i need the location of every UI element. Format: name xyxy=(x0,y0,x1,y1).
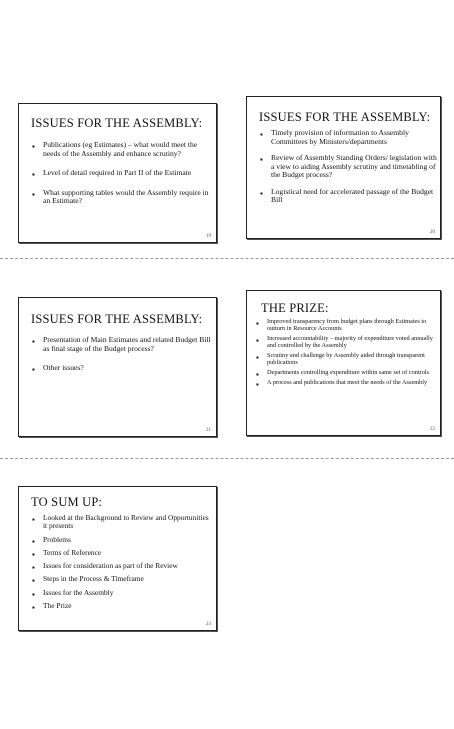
slide-title: THE PRIZE: xyxy=(261,301,329,315)
slide-5 xyxy=(18,486,217,631)
bullet-item: ▪ Scrutiny and challenge by Assembly aided through transparent publications xyxy=(255,352,437,366)
bullet-item: ▪ Steps in the Process & Timeframe xyxy=(31,575,213,583)
bullet-list xyxy=(255,318,437,386)
page-number: 21 xyxy=(206,428,211,433)
bullet-item: ▪ Terms of Reference xyxy=(31,549,213,557)
page-number: 19 xyxy=(206,234,211,239)
bullet-item: ▪ Level of detail required in Part II of the Estimate xyxy=(31,169,213,178)
bullet-item: ▪ Departments controlling expenditure within same set of controls xyxy=(255,369,437,376)
bullet-item: ▪ Other issues? xyxy=(31,364,211,373)
bullet-list xyxy=(31,514,213,610)
slide-4 xyxy=(246,290,441,436)
slide-title: ISSUES FOR THE ASSEMBLY: xyxy=(31,116,203,130)
bullet-item: ▪ Review of Assembly Standing Orders/ legislation with a view to aiding Assembly scrutiny and timetabling of the Budget process? xyxy=(259,154,437,180)
slide-title: TO SUM UP: xyxy=(31,495,103,509)
bullet-item: ▪ Logistical need for accelerated passage of the Budget Bill xyxy=(259,188,437,205)
bullet-list xyxy=(31,141,213,206)
cut-line-2 xyxy=(0,458,454,459)
bullet-item: ▪ Issues for consideration as part of the Review xyxy=(31,562,213,570)
cut-line-1 xyxy=(0,258,454,259)
bullet-item: ▪ The Prize xyxy=(31,602,213,610)
bullet-list xyxy=(259,129,437,205)
bullet-item: ▪ Problems xyxy=(31,536,213,544)
bullet-item: ▪ Publications (eg Estimates) – what would meet the needs of the Assembly and enhance scrutiny? xyxy=(31,141,213,158)
page-number: 23 xyxy=(206,622,211,627)
slide-title: ISSUES FOR THE ASSEMBLY: xyxy=(259,110,431,124)
bullet-item: ▪ Improved transparency from budget plans through Estimates to outturn in Resource Accounts xyxy=(255,318,437,332)
page-number: 20 xyxy=(430,230,435,235)
slide-title: ISSUES FOR THE ASSEMBLY: xyxy=(31,312,203,326)
bullet-item: ▪ Increased accountability – majority of expenditure voted annually and controlled by the Assembly xyxy=(255,335,437,349)
bullet-item: ▪ Issues for the Assembly xyxy=(31,589,213,597)
bullet-item: ▪ Timely provision of information to Assembly Committees by Ministers/departments xyxy=(259,129,437,146)
slide-1 xyxy=(18,103,217,243)
bullet-item: ▪ A process and publications that meet the needs of the Assembly xyxy=(255,379,437,386)
page-number: 22 xyxy=(430,427,435,432)
bullet-list xyxy=(31,336,211,373)
bullet-item: ▪ Presentation of Main Estimates and related Budget Bill as final stage of the Budget process? xyxy=(31,336,211,353)
bullet-item: ▪ What supporting tables would the Assembly require in an Estimate? xyxy=(31,189,213,206)
slide-3 xyxy=(18,297,217,437)
slide-2 xyxy=(246,96,441,239)
bullet-item: ▪ Looked at the Background to Review and Opportunities it presents xyxy=(31,514,213,531)
